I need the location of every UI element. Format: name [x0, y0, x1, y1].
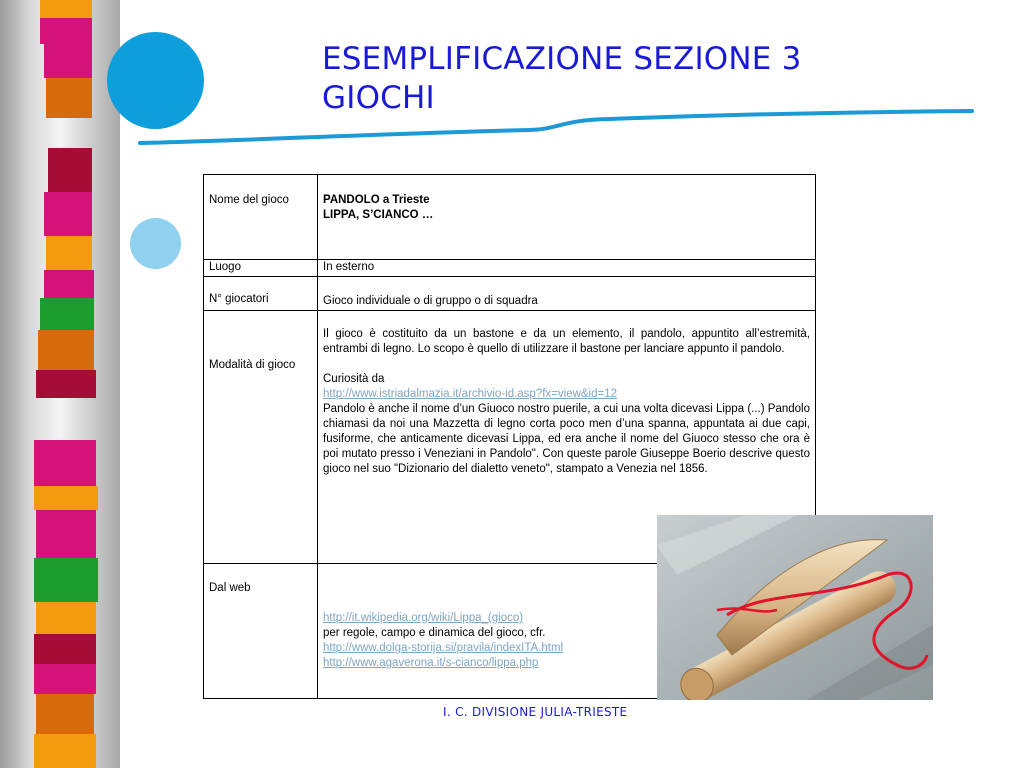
pandolo-photo: [657, 515, 933, 700]
modalita-description: Il gioco è costituito da un bastone e da un elemento, il pandolo, appuntito all’estremità, entrambi di legno. Lo scopo è quello di utilizzare il bastone per lanciare appunto il pandolo.: [323, 328, 810, 355]
row-value-luogo: In esterno: [318, 260, 816, 277]
decorative-stripe: [38, 330, 94, 370]
decorative-stripe: [40, 298, 94, 330]
decorative-stripe: [34, 634, 96, 664]
dolga-storija-link[interactable]: http://www.dolga-storija.si/pravila/indexITA.html: [323, 642, 564, 654]
row-label-modalita: Modalità di gioco: [204, 311, 318, 564]
decorative-stripe: [44, 192, 92, 236]
slide-footer: I. C. DIVISIONE JULIA-TRIESTE: [443, 705, 628, 719]
row-value-nome: [318, 175, 816, 260]
title-underline-wave: [0, 0, 1024, 160]
decorative-stripe: [34, 664, 96, 694]
row-label-luogo: Luogo: [204, 260, 318, 277]
decorative-stripe: [34, 440, 96, 486]
decorative-stripe: [36, 370, 96, 398]
decorative-stripe: [34, 734, 96, 768]
table-row: [204, 277, 816, 311]
row-value-giocatori: Gioco individuale o di gruppo o di squadra: [318, 277, 816, 311]
row-label-web: Dal web: [204, 564, 318, 699]
decorative-stripe: [44, 270, 94, 298]
curiosity-text: Pandolo è anche il nome d’un Giuoco nostro puerile, a cui una volta dicevasi Lippa (...) Pandolo chiamasi da noi una Mazzetta di legno corta poco men d’una spanna, appuntata ai due capi, fusiforme, che anticamente dicevasi Lippa, ed era anche il nome del Giuoco stesso che ora è poi mutato presso i Veneziani in Pandolo". Con queste parole Giuseppe Boerio descrive questo gioco nel suo "Dizionario del dialetto veneto", stampato a Venezia nel 1856.: [323, 403, 810, 475]
game-name-line-2: LIPPA, S’CIANCO …: [323, 209, 434, 221]
title-line-1: ESEMPLIFICAZIONE SEZIONE 3: [322, 41, 802, 77]
decorative-stripe: [36, 602, 96, 634]
decorative-stripe: [36, 510, 96, 558]
decorative-circle-small: [130, 218, 181, 269]
game-name-line-1: PANDOLO a Trieste: [323, 194, 430, 206]
wikipedia-link[interactable]: http://it.wikipedia.org/wiki/Lippa_(gioco): [323, 612, 524, 624]
title-line-2: GIOCHI: [322, 80, 435, 116]
row-label-giocatori: N° giocatori: [204, 277, 318, 311]
decorative-stripe: [34, 486, 98, 510]
table-row: [204, 175, 816, 260]
table-row: [204, 260, 816, 277]
decorative-stripe: [34, 558, 98, 602]
wikipedia-link-note: per regole, campo e dinamica del gioco, cfr.: [323, 627, 546, 639]
curiosity-link[interactable]: http://www.istriadalmazia.it/archivio-id.asp?fx=view&id=12: [323, 388, 618, 400]
row-label-nome: Nome del gioco: [204, 175, 318, 260]
agaverona-link[interactable]: http://www.agaverona.it/s-cianco/lippa.php: [323, 657, 539, 669]
decorative-stripe: [36, 694, 94, 734]
decorative-stripe: [46, 236, 92, 270]
curiosity-label: Curiosità da: [323, 373, 385, 385]
